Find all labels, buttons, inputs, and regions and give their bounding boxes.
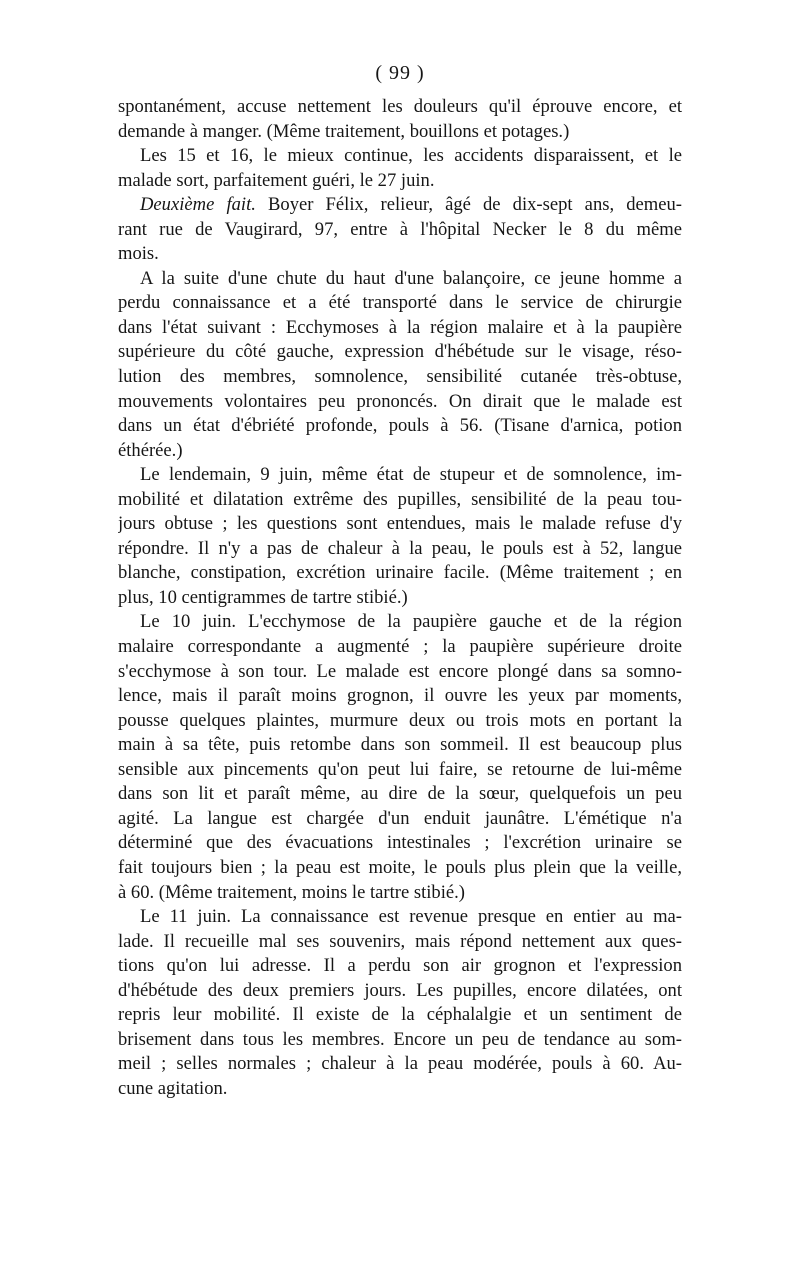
text-line: rant rue de Vaugirard, 97, entre à l'hôpital Necker le 8 du même bbox=[118, 218, 682, 240]
text-line: malade sort, parfaitement guéri, le 27 juin. bbox=[118, 169, 435, 191]
body-text bbox=[118, 95, 682, 1101]
page-number: ( 99 ) bbox=[375, 62, 425, 84]
text-line: demande à manger. (Même traitement, bouillons et potages.) bbox=[118, 120, 570, 142]
text-line: fait toujours bien ; la peau est moite, le pouls plus plein que la veille, bbox=[118, 856, 682, 878]
text-line: spontanément, accuse nettement les douleurs qu'il éprouve encore, et bbox=[118, 96, 682, 117]
text-line: lade. Il recueille mal ses souvenirs, mais répond nettement aux ques- bbox=[118, 930, 682, 952]
paragraph-start-line bbox=[118, 193, 682, 218]
paragraph-start-line: Les 15 et 16, le mieux continue, les accidents disparaissent, et le bbox=[140, 145, 682, 167]
text-line: sensible aux pincements qu'on peut lui faire, se retourne de lui-même bbox=[118, 758, 682, 780]
section-heading-deuxieme-fait: Deuxième fait. bbox=[140, 194, 256, 216]
text-line: lence, mais il paraît moins grognon, il ouvre les yeux par moments, bbox=[118, 685, 682, 707]
text-line: mois. bbox=[118, 243, 159, 265]
text-line: repris leur mobilité. Il existe de la céphalalgie et un sentiment de bbox=[118, 1004, 682, 1026]
paragraph-start-line: Le 11 juin. La connaissance est revenue presque en entier au ma- bbox=[140, 906, 682, 928]
text-line: mobilité et dilatation extrême des pupilles, sensibilité de la peau tou- bbox=[118, 488, 682, 510]
text-line: plus, 10 centigrammes de tartre stibié.) bbox=[118, 586, 408, 608]
text-line: agité. La langue est chargée d'un enduit jaunâtre. L'émétique n'a bbox=[118, 807, 682, 829]
text-line: mouvements volontaires peu prononcés. On dirait que le malade est bbox=[118, 390, 682, 412]
paragraph-start-line: A la suite d'une chute du haut d'une balançoire, ce jeune homme a bbox=[140, 267, 682, 289]
text-line: déterminé que des évacuations intestinales ; l'excrétion urinaire se bbox=[118, 832, 682, 854]
text-line: à 60. (Même traitement, moins le tartre stibié.) bbox=[118, 881, 465, 903]
text-line: lution des membres, somnolence, sensibilité cutanée très-obtuse, bbox=[118, 366, 682, 388]
text-line: dans l'état suivant : Ecchymoses à la région malaire et à la paupière bbox=[118, 316, 682, 338]
text-line: tions qu'on lui adresse. Il a perdu son air grognon et l'expression bbox=[118, 955, 682, 977]
text-line: pousse quelques plaintes, murmure deux ou trois mots en portant la bbox=[118, 709, 682, 731]
text-line: dans son lit et paraît même, au dire de la sœur, quelquefois un peu bbox=[118, 783, 682, 805]
text-line: perdu connaissance et a été transporté dans le service de chirurgie bbox=[118, 292, 682, 314]
text-line: meil ; selles normales ; chaleur à la peau modérée, pouls à 60. Au- bbox=[118, 1053, 682, 1075]
text-line: blanche, constipation, excrétion urinaire facile. (Même traitement ; en bbox=[118, 562, 682, 584]
text-line: d'hébétude des deux premiers jours. Les pupilles, encore dilatées, ont bbox=[118, 979, 682, 1001]
text-line: cune agitation. bbox=[118, 1077, 228, 1099]
text-line: jours obtuse ; les questions sont entendues, mais le malade refuse d'y bbox=[118, 513, 682, 535]
paragraph-start-line: Le 10 juin. L'ecchymose de la paupière gauche et de la région bbox=[140, 611, 682, 633]
text-line: supérieure du côté gauche, expression d'hébétude sur le visage, réso- bbox=[118, 341, 682, 363]
text-line: malaire correspondante a augmenté ; la paupière supérieure droite bbox=[118, 636, 682, 658]
paragraph-start-line: Le lendemain, 9 juin, même état de stupeur et de somnolence, im- bbox=[140, 464, 682, 486]
text-line: brisement dans tous les membres. Encore un peu de tendance au som- bbox=[118, 1028, 682, 1050]
text-line: éthérée.) bbox=[118, 439, 183, 461]
text-line: s'ecchymose à son tour. Le malade est encore plongé dans sa somno- bbox=[118, 660, 682, 682]
text-span: Boyer Félix, relieur, âgé de dix-sept ans, demeu- bbox=[255, 194, 682, 216]
text-line: répondre. Il n'y a pas de chaleur à la peau, le pouls est à 52, langue bbox=[118, 537, 682, 559]
text-line: dans un état d'ébriété profonde, pouls à 56. (Tisane d'arnica, potion bbox=[118, 415, 682, 437]
text-line: main à sa tête, puis retombe dans son sommeil. Il est beaucoup plus bbox=[118, 734, 682, 756]
